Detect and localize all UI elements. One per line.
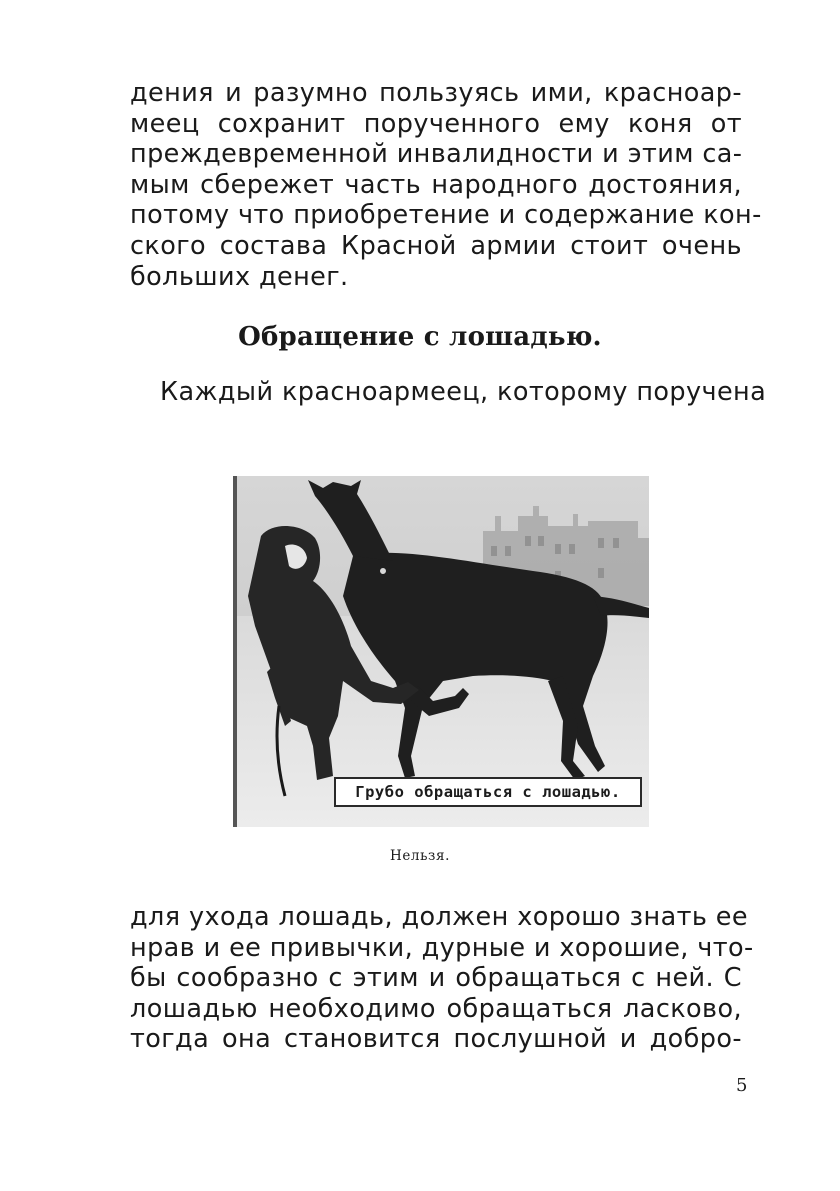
section-heading: Обращение с лошадью. (238, 322, 602, 352)
photo-plate-label: Грубо обращаться с лошадью. (334, 777, 642, 807)
figure-caption: Нельзя. (389, 848, 451, 864)
paragraph-continued (130, 78, 762, 292)
text-line: преждевременной инвалидности и этим са- (130, 139, 743, 170)
text-line: потому что приобретение и содержание кон- (130, 200, 762, 231)
paragraph-intro: Каждый красноармеец, которому поручена (160, 377, 767, 407)
text-line: для ухода лошадь, должен хорошо знать ее (130, 902, 748, 932)
text-line: ского состава Красной армии стоит очень (130, 230, 742, 261)
text-line: бы сообразно с этим и обращаться с ней. С (130, 963, 742, 994)
text-line: мым сбережет часть народного достояния, (130, 169, 742, 200)
text-line: тогда она становится послушной и добро- (130, 1024, 742, 1055)
text-line: дения и разумно пользуясь ими, красноар- (130, 78, 742, 108)
text-line: нрав и ее привычки, дурные и хорошие, что- (130, 932, 754, 963)
paragraph-body (130, 902, 754, 1055)
text-line: меец сохранит порученного ему коня от (130, 108, 742, 139)
page-number: 5 (736, 1075, 748, 1096)
text-line: больших денег. (130, 261, 349, 292)
photo-illustration (233, 476, 649, 827)
text-line: лошадью необходимо обращаться ласково, (130, 993, 742, 1024)
photo-horse-mistreatment (233, 476, 649, 827)
